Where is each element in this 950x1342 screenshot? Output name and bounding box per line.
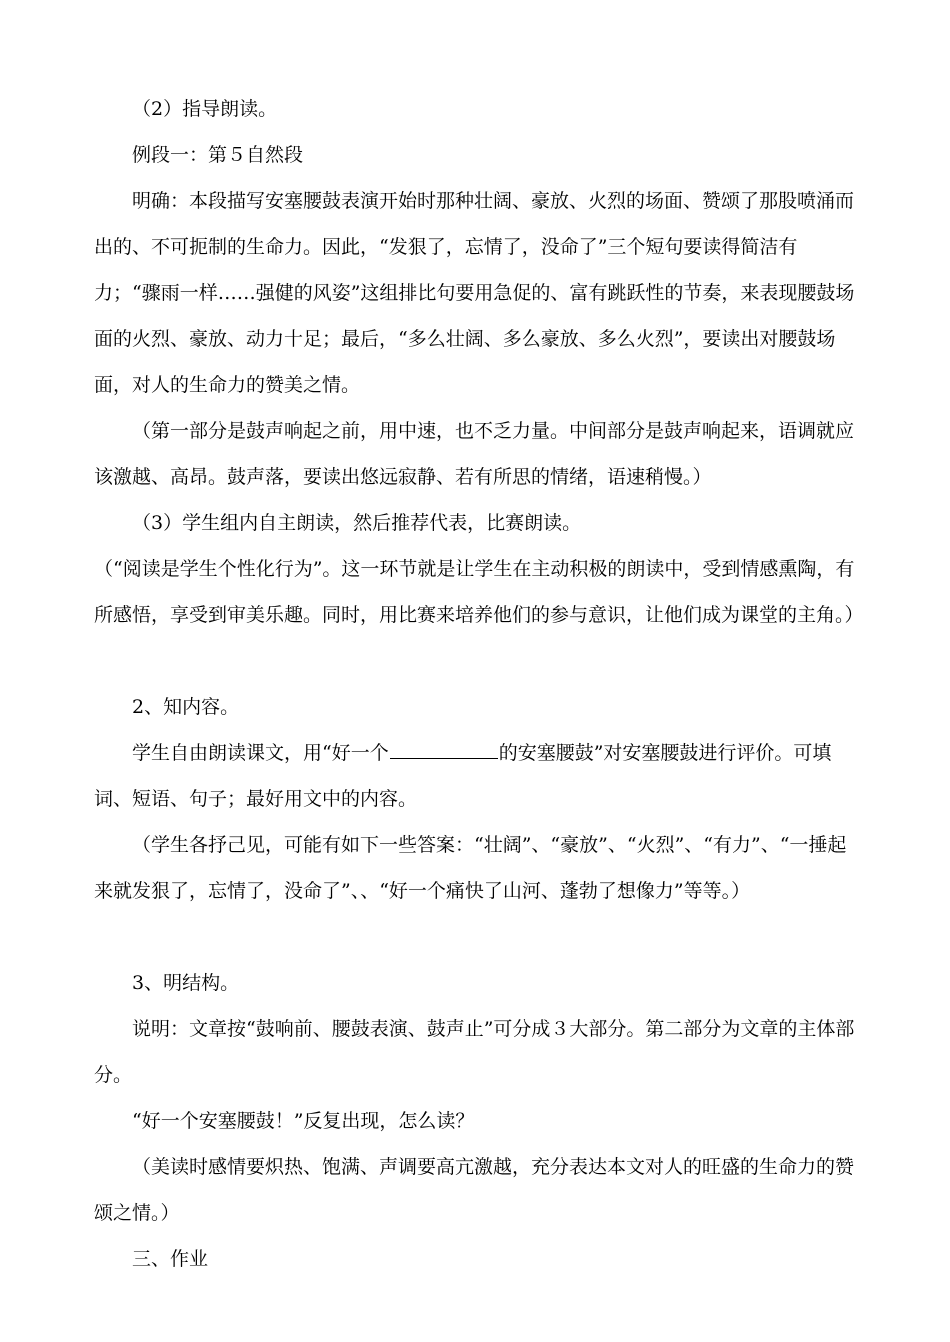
paragraph-structure-explanation: 说明：文章按“鼓响前、腰鼓表演、鼓声止”可分成３大部分。第二部分为文章的主体部分。 [94, 1018, 855, 1086]
heading-clarify-structure: 3、明结构。 [132, 972, 240, 994]
paragraph-reading-pace-note: （第一部分是鼓声响起之前，用中速，也不乏力量。中间部分是鼓声响起来，语调就应该激越、高昂。鼓声落，要读出悠远寂静、若有所思的情绪，语速稍慢。） [94, 420, 855, 488]
fill-in-blank-line [390, 738, 498, 759]
paragraph-repeated-phrase-question: “好一个安塞腰鼓！”反复出现，怎么读？ [132, 1110, 475, 1132]
evaluation-task-text-after: 的安塞腰鼓”对安塞腰鼓进行评价。可填词、短语、句子；最好用文中的内容。 [94, 742, 832, 810]
heading-know-content: 2、知内容。 [132, 696, 240, 718]
paragraph-evaluation-task [94, 730, 864, 822]
paragraph-group-reading: （3）学生组内自主朗读，然后推荐代表，比赛朗读。 [132, 512, 582, 534]
paragraph-clarification: 明确：本段描写安塞腰鼓表演开始时那种壮阔、豪放、火烈的场面、赞颂了那股喷涌而出的、不可扼制的生命力。因此，“发狠了，忘情了，没命了”三个短句要读得简洁有力；“骤雨一样……强健的风姿”这组排比句要用急促的、富有跳跃性的节奏，来表现腰鼓场面的火烈、豪放、动力十足；最后，“多么壮阔、多么豪放、多么火烈”，要读出对腰鼓场面，对人的生命力的赞美之情。 [94, 190, 855, 396]
paragraph-reading-emotion-note: （美读时感情要炽热、饱满、声调要高亢激越，充分表达本文对人的旺盛的生命力的赞颂之情。） [94, 1156, 855, 1224]
paragraph-student-answers: （学生各抒己见，可能有如下一些答案：“壮阔”、“豪放”、“火烈”、“有力”、“一捶起来就发狠了，忘情了，没命了”、、“好一个痛快了山河、蓬勃了想像力”等等。） [94, 834, 847, 902]
paragraph-example-one: 例段一：第５自然段 [132, 144, 304, 166]
heading-homework: 三、作业 [132, 1248, 209, 1270]
paragraph-personalized-reading-note: （“阅读是学生个性化行为”。这一环节就是让学生在主动积极的朗读中，受到情感熏陶，有所感悟，享受到审美乐趣。同时，用比赛来培养他们的参与意识，让他们成为课堂的主角。） [94, 558, 864, 626]
paragraph-reading-guidance: （2）指导朗读。 [132, 98, 278, 120]
evaluation-task-text-before: 学生自由朗读课文，用“好一个 [132, 742, 389, 764]
